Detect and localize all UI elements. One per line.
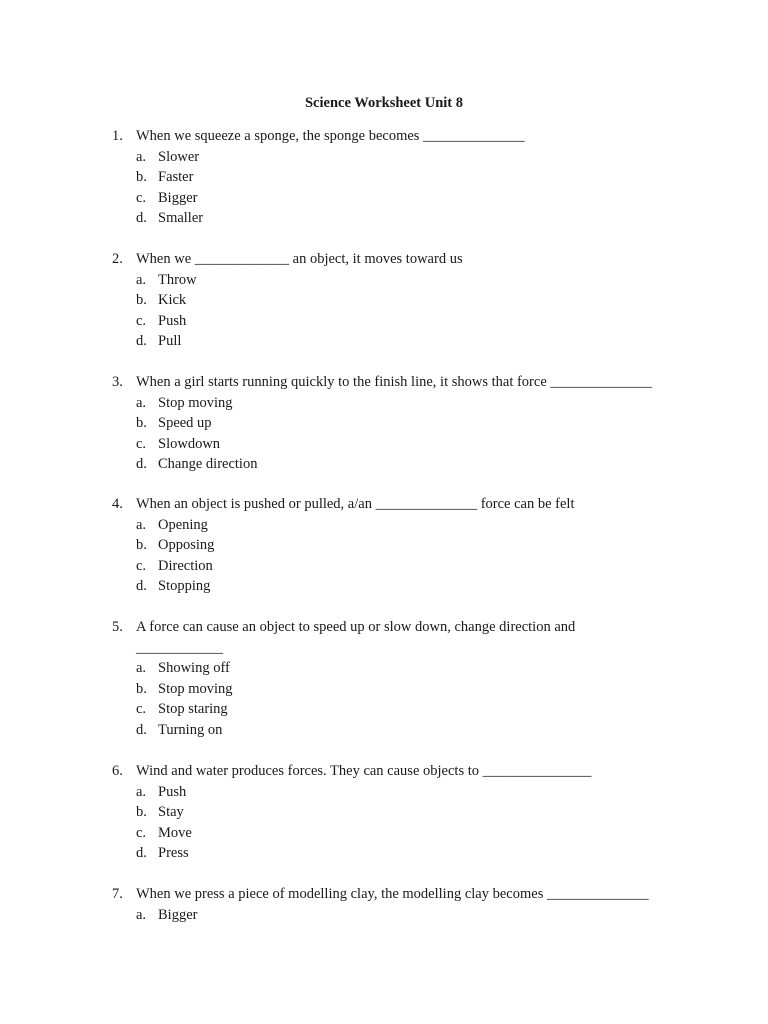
option-text: Stop moving: [158, 680, 233, 697]
option-letter: d.: [136, 578, 147, 594]
option-letter: a.: [136, 271, 147, 288]
option-text: Push: [158, 783, 187, 800]
option-letter: c.: [136, 557, 147, 574]
option-letter: a.: [136, 906, 147, 923]
option-text: Change direction: [158, 456, 258, 472]
option-a: [0, 782, 768, 803]
option-letter: b.: [136, 804, 147, 820]
option-b: [0, 679, 768, 700]
option-text: Stay: [158, 804, 184, 820]
option-letter: d.: [136, 845, 147, 861]
option-text: Stop moving: [158, 394, 233, 411]
option-text: Direction: [158, 557, 213, 574]
question-text: When an object is pushed or pulled, a/an ______________ force can be felt: [136, 496, 575, 512]
option-text: Stopping: [158, 578, 211, 594]
option-letter: a.: [136, 516, 147, 533]
option-text: Kick: [158, 292, 187, 308]
question-text: When a girl starts running quickly to the finish line, it shows that force ______________: [136, 374, 652, 390]
option-text: Bigger: [158, 189, 198, 206]
question-number: 5.: [112, 619, 123, 635]
option-text: Press: [158, 845, 189, 861]
question-7: [0, 884, 768, 925]
question-text: When we _____________ an object, it moves toward us: [136, 251, 463, 267]
option-text: Pull: [158, 333, 182, 349]
option-b: [0, 167, 768, 188]
question-3: [0, 372, 768, 475]
option-letter: d.: [136, 456, 147, 472]
question-1: [0, 126, 768, 229]
option-text: Push: [158, 312, 187, 329]
option-letter: b.: [136, 292, 147, 308]
option-b: [0, 535, 768, 556]
option-letter: a.: [136, 148, 147, 165]
option-a: [0, 515, 768, 536]
option-c: [0, 556, 768, 577]
option-d: [0, 720, 768, 741]
option-a: [0, 147, 768, 168]
option-letter: b.: [136, 680, 147, 697]
option-b: [0, 802, 768, 823]
option-letter: a.: [136, 394, 147, 411]
option-letter: c.: [136, 824, 147, 841]
question-number: 7.: [112, 886, 123, 902]
question-text: A force can cause an object to speed up or slow down, change direction and: [136, 619, 576, 635]
option-letter: d.: [136, 721, 147, 738]
option-letter: c.: [136, 435, 147, 452]
option-text: Slower: [158, 148, 200, 165]
option-letter: c.: [136, 312, 147, 329]
question-2: [0, 249, 768, 352]
question-number: 6.: [112, 763, 123, 779]
option-letter: d.: [136, 210, 147, 226]
option-letter: c.: [136, 189, 147, 206]
option-text: Faster: [158, 169, 194, 185]
option-c: [0, 823, 768, 844]
option-text: Move: [158, 824, 192, 841]
option-c: [0, 311, 768, 332]
option-b: [0, 413, 768, 434]
question-text-continuation: ____________: [136, 639, 223, 656]
option-text: Showing off: [158, 660, 230, 676]
option-text: Stop staring: [158, 701, 228, 717]
option-text: Throw: [158, 271, 197, 288]
option-a: [0, 270, 768, 291]
option-d: [0, 331, 768, 352]
option-letter: b.: [136, 169, 147, 185]
option-text: Opposing: [158, 537, 215, 553]
question-number: 1.: [112, 128, 123, 144]
page-title: Science Worksheet Unit 8: [304, 95, 463, 111]
question-number: 3.: [112, 374, 123, 390]
question-number: 2.: [112, 251, 123, 267]
option-letter: a.: [136, 660, 147, 676]
option-c: [0, 434, 768, 455]
option-letter: a.: [136, 783, 147, 800]
option-d: [0, 454, 768, 475]
question-text: Wind and water produces forces. They can cause objects to _______________: [136, 763, 592, 779]
option-text: Bigger: [158, 906, 198, 923]
question-4: [0, 494, 768, 597]
option-c: [0, 699, 768, 720]
option-text: Speed up: [158, 415, 212, 431]
option-letter: b.: [136, 537, 147, 553]
option-letter: d.: [136, 333, 147, 349]
option-b: [0, 290, 768, 311]
option-letter: c.: [136, 701, 147, 717]
question-5: [0, 617, 768, 740]
option-a: [0, 905, 768, 926]
option-a: [0, 393, 768, 414]
option-letter: b.: [136, 415, 147, 431]
option-d: [0, 843, 768, 864]
option-d: [0, 208, 768, 229]
option-text: Slowdown: [158, 435, 221, 452]
option-text: Smaller: [158, 210, 204, 226]
question-text: When we squeeze a sponge, the sponge becomes ______________: [136, 128, 525, 144]
option-text: Turning on: [158, 721, 223, 738]
question-number: 4.: [112, 496, 123, 512]
option-c: [0, 188, 768, 209]
option-d: [0, 576, 768, 597]
question-6: [0, 761, 768, 864]
option-text: Opening: [158, 516, 208, 533]
question-text: When we press a piece of modelling clay, the modelling clay becomes ______________: [136, 886, 649, 902]
option-a: [0, 658, 768, 679]
